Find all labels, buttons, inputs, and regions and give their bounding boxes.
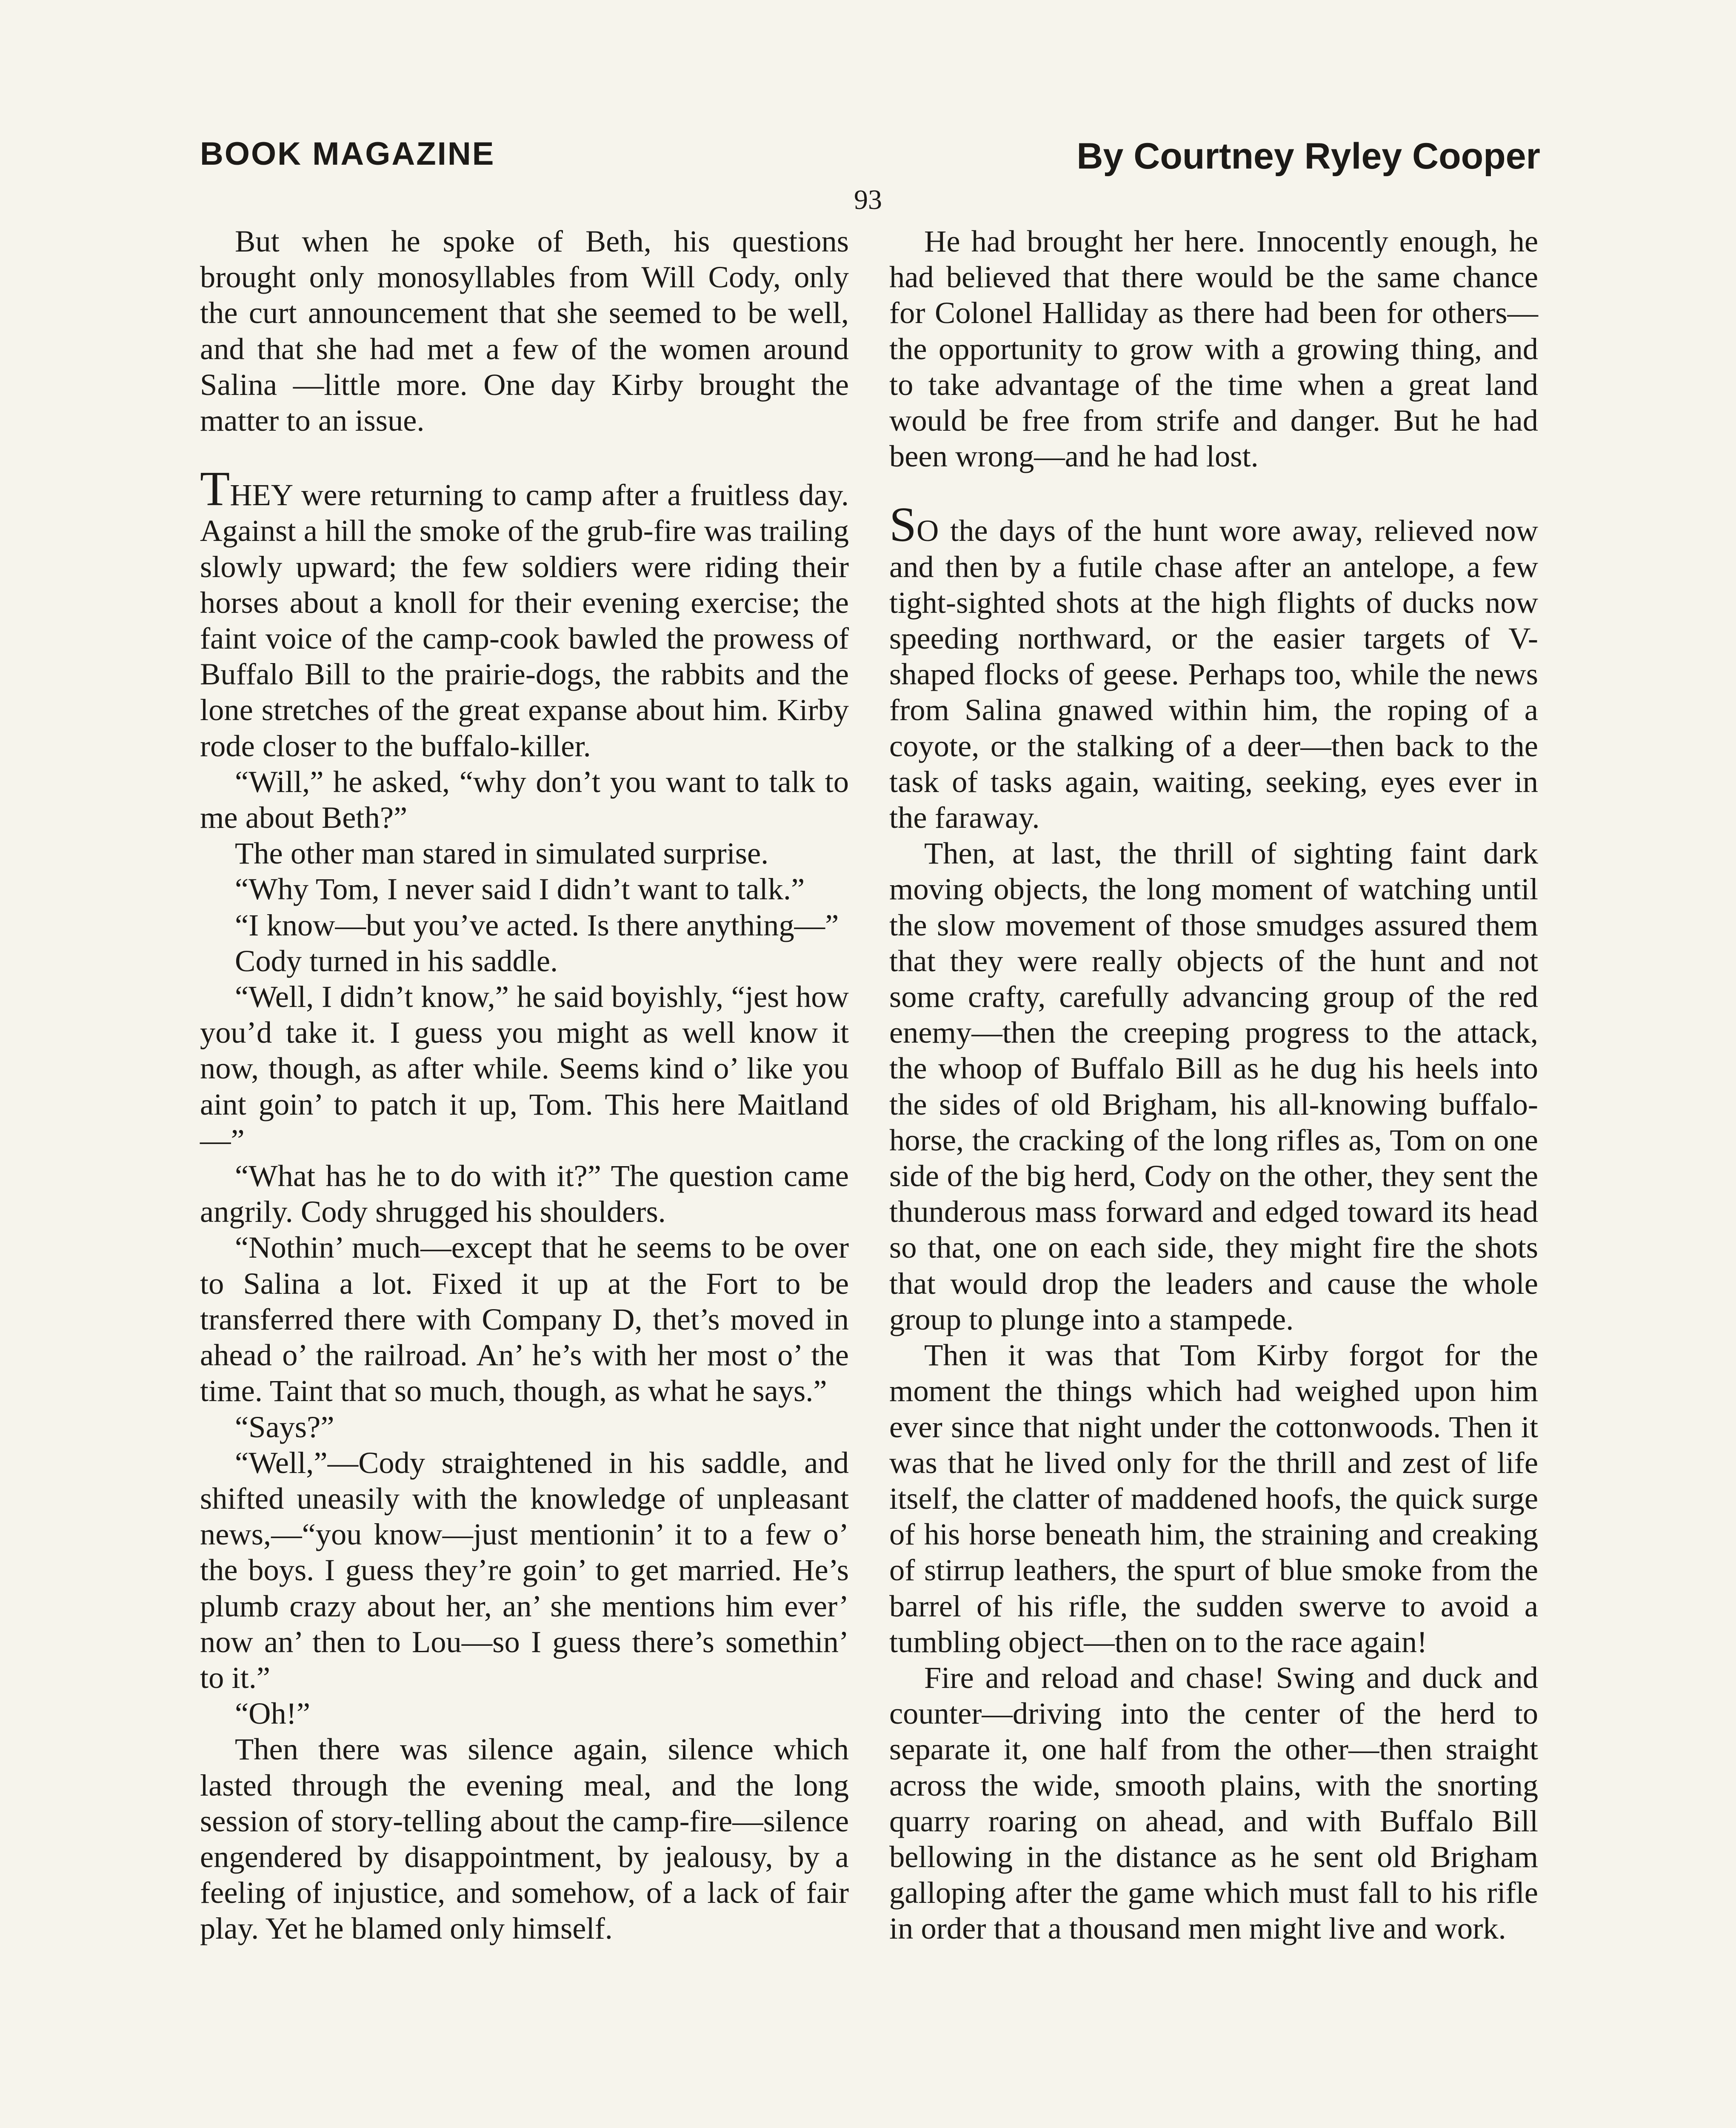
paragraph: “Well,”—Cody straightened in his saddle, and shifted uneasily with the knowledge of unpleasant news,—“you know—just mentionin’ it to a few o’ the boys. I guess they’re goin’ to get married. He’s plumb crazy about her, an’ she mentions him ever’ now an’ then to Lou—so I guess there’s somethin’ to it.”	[200, 1445, 849, 1695]
paragraph: He had brought her here. Innocently enough, he had believed that there would be the same chance for Colonel Halliday as there had been for others—the opportunity to grow with a growing thing, and to take advantage of the time when a great land would be free from strife and danger. But he had been wrong—and he had lost.	[889, 224, 1538, 474]
paragraph: “I know—but you’ve acted. Is there anything—”	[235, 907, 839, 942]
paragraph: Fire and reload and chase! Swing and duck and counter—driving into the center of the herd to separate it, one half from the other—then straight across the wide, smooth plains, with the snorting quarry roaring on ahead, and with Buffalo Bill bellowing in the distance as he sent old Brigham galloping after the game which must fall to his rifle in order that a thousand men might live and work.	[889, 1660, 1538, 1946]
right-column	[889, 223, 1538, 1947]
paragraph: Then it was that Tom Kirby forgot for the moment the things which had weighed upon him ever since that night under the cottonwoods. Then it was that he lived only for the thrill and zest of life itself, the clatter of maddened hoofs, the quick surge of his horse beneath him, the straining and creaking of stirrup leathers, the spurt of blue smoke from the barrel of his rifle, the sudden swerve to avoid a tumbling object—then on to the race again!	[889, 1338, 1538, 1659]
drop-cap: S	[889, 498, 917, 552]
paragraph: “Well, I didn’t know,” he said boyishly, “jest how you’d take it. I guess you might as well know it now, though, as after while. Seems kind o’ like you aint goin’ to patch it up, Tom. This here Maitland—”	[200, 979, 849, 1157]
paragraph: Then, at last, the thrill of sighting faint dark moving objects, the long moment of watching until the slow movement of those smudges assured them that they were really objects of the hunt and not some crafty, carefully advancing group of the red enemy—then the creeping progress to the attack, the whoop of Buffalo Bill as he dug his heels into the sides of old Brigham, his all-knowing buffalo-horse, the cracking of the long rifles as, Tom on one side of the big herd, Cody on the other, they sent the thunderous mass forward and edged toward its head so that, one on each side, they might fire the shots that would drop the leaders and cause the whole group to plunge into a stampede.	[889, 836, 1538, 1336]
drop-cap: T	[200, 462, 230, 516]
paragraph-text: HEY were returning to camp after a fruitless day. Against a hill the smoke of the grub-fire was trailing slowly upward; the few soldiers were riding their horses about a knoll for their evening exercise; the faint voice of the camp-cook bawled the prowess of Buffalo Bill to the prairie-dogs, the rabbits and the lone stretches of the great expanse about him. Kirby rode closer to the buffalo-killer.	[200, 478, 849, 763]
paragraph: Then there was silence again, silence which lasted through the evening meal, and the long session of story-telling about the camp-fire—silence engendered by disappointment, by jealousy, by a feeling of injustice, and somehow, of a lack of fair play. Yet he blamed only himself.	[200, 1732, 849, 1946]
section-paragraph	[200, 462, 849, 764]
left-column	[200, 223, 849, 1947]
paragraph: “Says?”	[235, 1409, 334, 1444]
paragraph: The other man stared in simulated surprise.	[235, 836, 769, 871]
paragraph: “Why Tom, I never said I didn’t want to talk.”	[235, 872, 805, 907]
paragraph: Cody turned in his saddle.	[235, 943, 558, 978]
paragraph: “Nothin’ much—except that he seems to be over to Salina a lot. Fixed it up at the Fort to be transferred there with Company D, thet’s moved in ahead o’ the railroad. An’ he’s with her most o’ the time. Taint that so much, though, as what he says.”	[200, 1230, 849, 1408]
page-number: 93	[854, 184, 882, 215]
paragraph: “Oh!”	[235, 1696, 311, 1731]
paragraph: “Will,” he asked, “why don’t you want to talk to me about Beth?”	[200, 764, 849, 835]
paragraph: “What has he to do with it?” The question came angrily. Cody shrugged his shoulders.	[200, 1158, 849, 1229]
section-paragraph	[889, 498, 1538, 835]
paragraph-text: O the days of the hunt wore away, relieved now and then by a futile chase after an antelope, a few tight-sighted shots at the high flights of ducks now speeding northward, or the easier targets of V-shaped flocks of geese. Perhaps too, while the news from Salina gnawed within him, the roping of a coyote, or the stalking of a deer—then back to the task of tasks again, waiting, seeking, eyes ever in the faraway.	[889, 513, 1538, 835]
magazine-title: BOOK MAGAZINE	[200, 136, 495, 172]
author-byline: By Courtney Ryley Cooper	[1076, 136, 1540, 177]
paragraph: But when he spoke of Beth, his questions brought only monosyllables from Will Cody, only the curt announcement that she seemed to be well, and that she had met a few of the women around Salina —little more. One day Kirby brought the matter to an issue.	[200, 224, 849, 438]
